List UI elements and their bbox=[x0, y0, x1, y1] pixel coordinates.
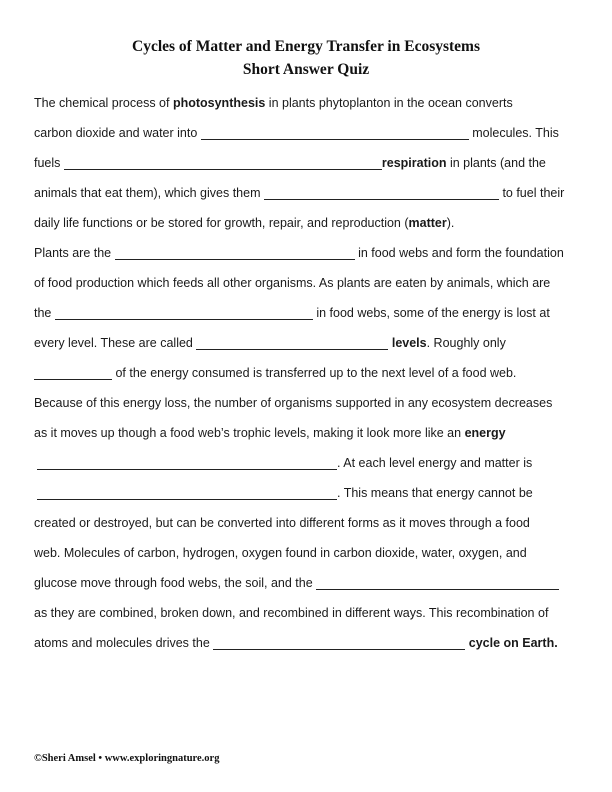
quiz-line: atoms and molecules drives the cycle on Earth. bbox=[34, 636, 558, 650]
answer-blank-4[interactable] bbox=[115, 244, 355, 260]
answer-blank-3[interactable] bbox=[264, 184, 499, 200]
answer-blank-1[interactable] bbox=[201, 124, 469, 140]
answer-blank-6[interactable] bbox=[196, 334, 388, 350]
quiz-line: carbon dioxide and water into molecules. This bbox=[34, 126, 559, 140]
quiz-line: glucose move through food webs, the soil, and the bbox=[34, 572, 594, 602]
quiz-line: . This means that energy cannot be bbox=[34, 482, 594, 512]
quiz-line: Because of this energy loss, the number of organisms supported in any ecosystem decreases bbox=[34, 396, 553, 410]
quiz-line: every level. These are called levels. Roughly only bbox=[34, 336, 506, 350]
answer-blank-2[interactable] bbox=[64, 154, 382, 170]
quiz-line: Plants are the in food webs and form the foundation bbox=[34, 246, 564, 260]
copyright-footer: ©Sheri Amsel • www.exploringnature.org bbox=[34, 753, 220, 764]
quiz-line: as it moves up though a food web’s trophic levels, making it look more like an energy bbox=[34, 426, 506, 440]
quiz-line: of food production which feeds all other organisms. As plants are eaten by animals, which are bbox=[34, 276, 551, 290]
quiz-passage bbox=[34, 92, 594, 662]
quiz-line: of the energy consumed is transferred up to the next level of a food web. bbox=[34, 362, 594, 392]
quiz-line: as they are combined, broken down, and recombined in different ways. This recombination of bbox=[34, 606, 549, 620]
page-subtitle: Short Answer Quiz bbox=[242, 61, 370, 78]
answer-blank-7[interactable] bbox=[34, 364, 112, 380]
quiz-line: . At each level energy and matter is bbox=[34, 452, 594, 482]
answer-blank-5[interactable] bbox=[55, 304, 313, 320]
quiz-line: animals that eat them), which gives them to fuel their bbox=[34, 186, 565, 200]
page-title: Cycles of Matter and Energy Transfer in Ecosystems bbox=[132, 38, 480, 55]
answer-blank-11[interactable] bbox=[213, 634, 465, 650]
answer-blank-9[interactable] bbox=[37, 484, 337, 500]
quiz-line: web. Molecules of carbon, hydrogen, oxygen found in carbon dioxide, water, oxygen, and bbox=[34, 546, 527, 560]
quiz-line: The chemical process of photosynthesis in plants phytoplanton in the ocean converts bbox=[34, 96, 513, 110]
answer-blank-8[interactable] bbox=[37, 454, 337, 470]
quiz-line: the in food webs, some of the energy is lost at bbox=[34, 306, 550, 320]
quiz-line: daily life functions or be stored for growth, repair, and reproduction (matter). bbox=[34, 216, 455, 230]
quiz-line: created or destroyed, but can be converted into different forms as it moves through a food bbox=[34, 516, 530, 530]
answer-blank-10[interactable] bbox=[316, 574, 559, 590]
quiz-line: fuels respiration in plants (and the bbox=[34, 156, 546, 170]
